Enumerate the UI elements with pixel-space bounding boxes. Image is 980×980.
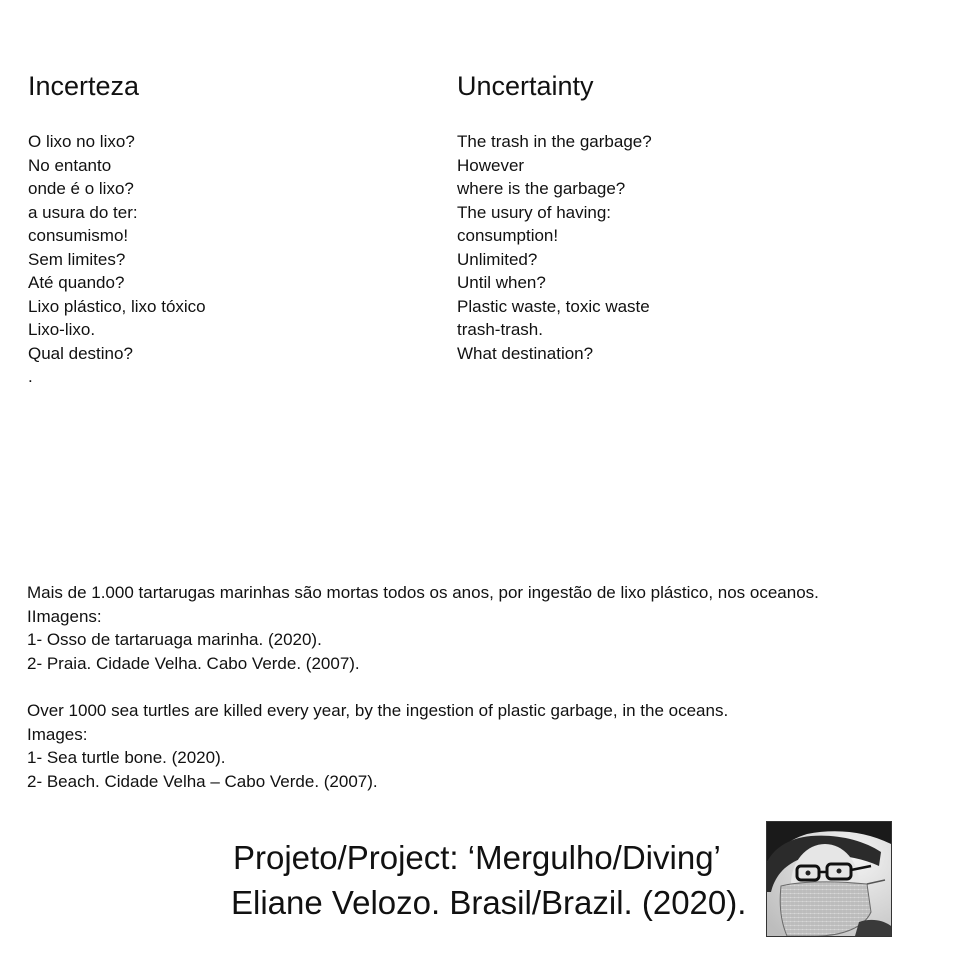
poem-line: a usura do ter:	[28, 202, 138, 222]
poem-line: What destination?	[457, 343, 594, 363]
poem-line: Lixo plástico, lixo tóxico	[28, 296, 206, 316]
poem-line: where is the garbage?	[457, 179, 626, 198]
info-line: 2- Praia. Cidade Velha. Cabo Verde. (2007).	[27, 653, 360, 673]
info-line: IImagens:	[27, 606, 102, 626]
poem-line: Plastic waste, toxic waste	[457, 296, 650, 316]
info-line: Images:	[27, 724, 88, 744]
poem-pt	[28, 130, 206, 389]
info-block-pt	[27, 581, 819, 675]
poem-title-en: Uncertainty	[457, 71, 594, 101]
author-credit: Eliane Velozo. Brasil/Brazil. (2020).	[231, 884, 747, 921]
poem-line: Unlimited?	[457, 249, 538, 269]
poem-line: The trash in the garbage?	[457, 132, 652, 151]
author-portrait	[766, 821, 892, 937]
info-line: 1- Osso de tartaruaga marinha. (2020).	[27, 630, 322, 649]
info-line: 2- Beach. Cidade Velha – Cabo Verde. (2007).	[27, 771, 378, 791]
poem-line: Qual destino?	[28, 343, 133, 363]
project-credit: Projeto/Project: ‘Mergulho/Diving’	[233, 839, 721, 876]
poem-line: Until when?	[457, 273, 546, 292]
poem-line: However	[457, 155, 525, 175]
poem-line: onde é o lixo?	[28, 179, 134, 198]
poem-line: The usury of having:	[457, 202, 612, 222]
info-line: Over 1000 sea turtles are killed every year, by the ingestion of plastic garbage, in the oceans.	[27, 701, 729, 720]
poem-en	[457, 130, 652, 365]
poem-title-pt: Incerteza	[28, 71, 140, 101]
poem-line: Até quando?	[28, 273, 125, 292]
poem-line: O lixo no lixo?	[28, 132, 135, 151]
poem-line: Sem limites?	[28, 249, 126, 269]
poem-line: .	[28, 367, 33, 386]
info-line: 1- Sea turtle bone. (2020).	[27, 748, 226, 767]
poem-line: trash-trash.	[457, 320, 543, 339]
poem-line: Lixo-lixo.	[28, 320, 96, 339]
poem-line: No entanto	[28, 155, 112, 175]
poem-line: consumismo!	[28, 226, 129, 245]
poem-line: consumption!	[457, 226, 559, 245]
info-block-en	[27, 699, 728, 793]
info-line: Mais de 1.000 tartarugas marinhas são mortas todos os anos, por ingestão de lixo plástico, nos oceanos.	[27, 583, 819, 602]
